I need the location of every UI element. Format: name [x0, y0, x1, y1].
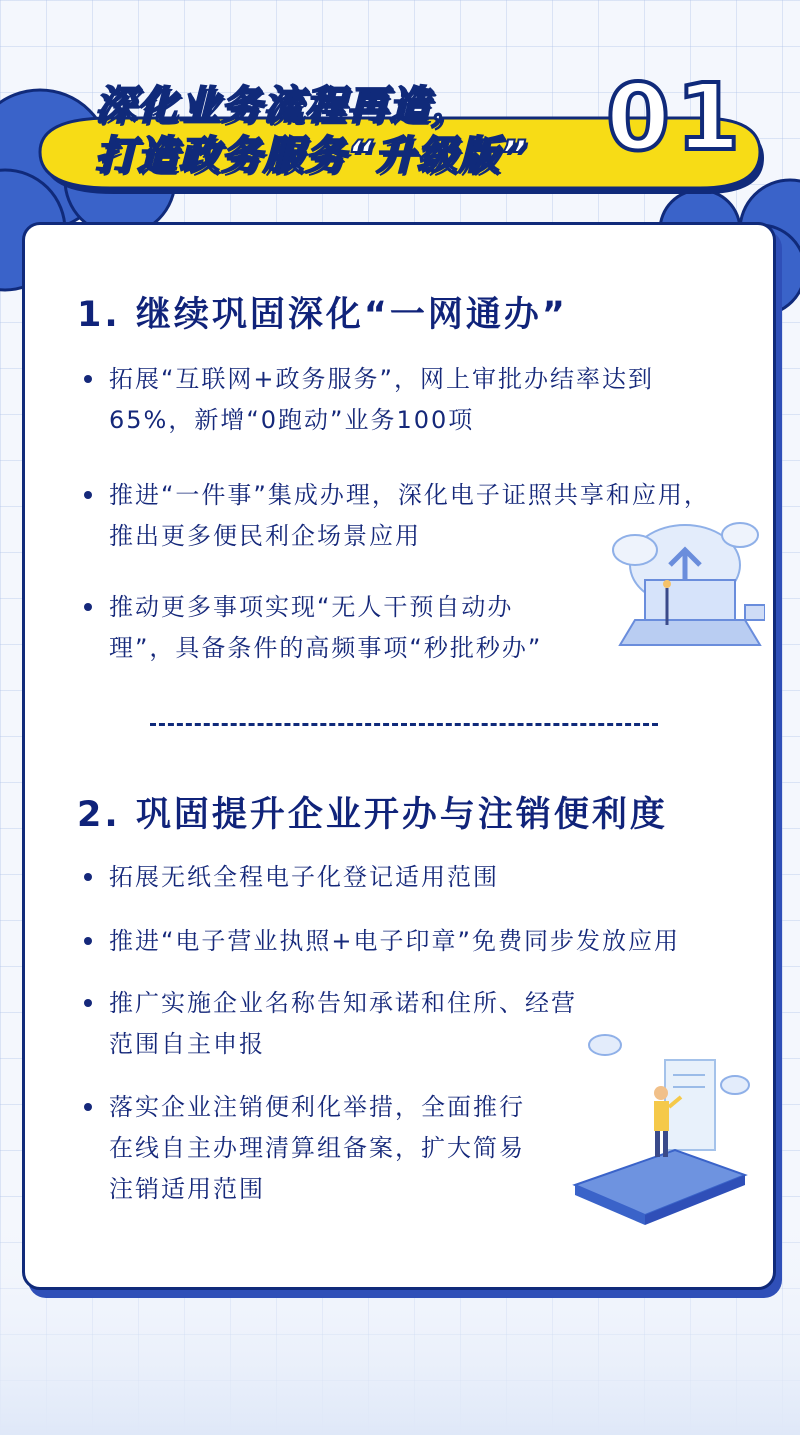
list-item: 拓展无纸全程电子化登记适用范围 — [109, 857, 749, 898]
bullet-dot — [84, 603, 92, 611]
title-line-1: 深化业务流程再造， — [95, 83, 473, 129]
cloud-laptop-illustration — [595, 510, 765, 660]
list-item: 推进“一件事”集成办理，深化电子证照共享和应用， 推出更多便民利企场景应用 — [109, 475, 749, 557]
bullet-dot — [84, 1103, 92, 1111]
section-number: 01 — [606, 64, 747, 171]
section-2-title: 2. 巩固提升企业开办与注销便利度 — [77, 787, 668, 837]
section-1-title: 1. 继续巩固深化“一网通办” — [77, 287, 568, 337]
bullet-dot — [84, 491, 92, 499]
header — [0, 0, 800, 210]
list-item: 推广实施企业名称告知承诺和住所、经营 范围自主申报 — [109, 983, 629, 1065]
bullet-dot — [84, 873, 92, 881]
section-divider — [150, 723, 658, 726]
bullet-dot — [84, 937, 92, 945]
content-card — [22, 222, 776, 1290]
list-item: 推进“电子营业执照+电子印章”免费同步发放应用 — [109, 921, 749, 962]
bullet-dot — [84, 999, 92, 1007]
title-line-2: 打造政务服务“升级版” — [95, 133, 529, 179]
list-item: 拓展“互联网+政务服务”，网上审批办结率达到 65%，新增“0跑动”业务100项 — [109, 359, 749, 441]
list-item: 推动更多事项实现“无人干预自动办 理”，具备条件的高频事项“秒批秒办” — [109, 587, 629, 669]
list-item: 落实企业注销便利化举措，全面推行 在线自主办理清算组备案，扩大简易 注销适用范围 — [109, 1087, 569, 1210]
person-platform-illustration — [565, 1025, 765, 1235]
bullet-dot — [84, 375, 92, 383]
